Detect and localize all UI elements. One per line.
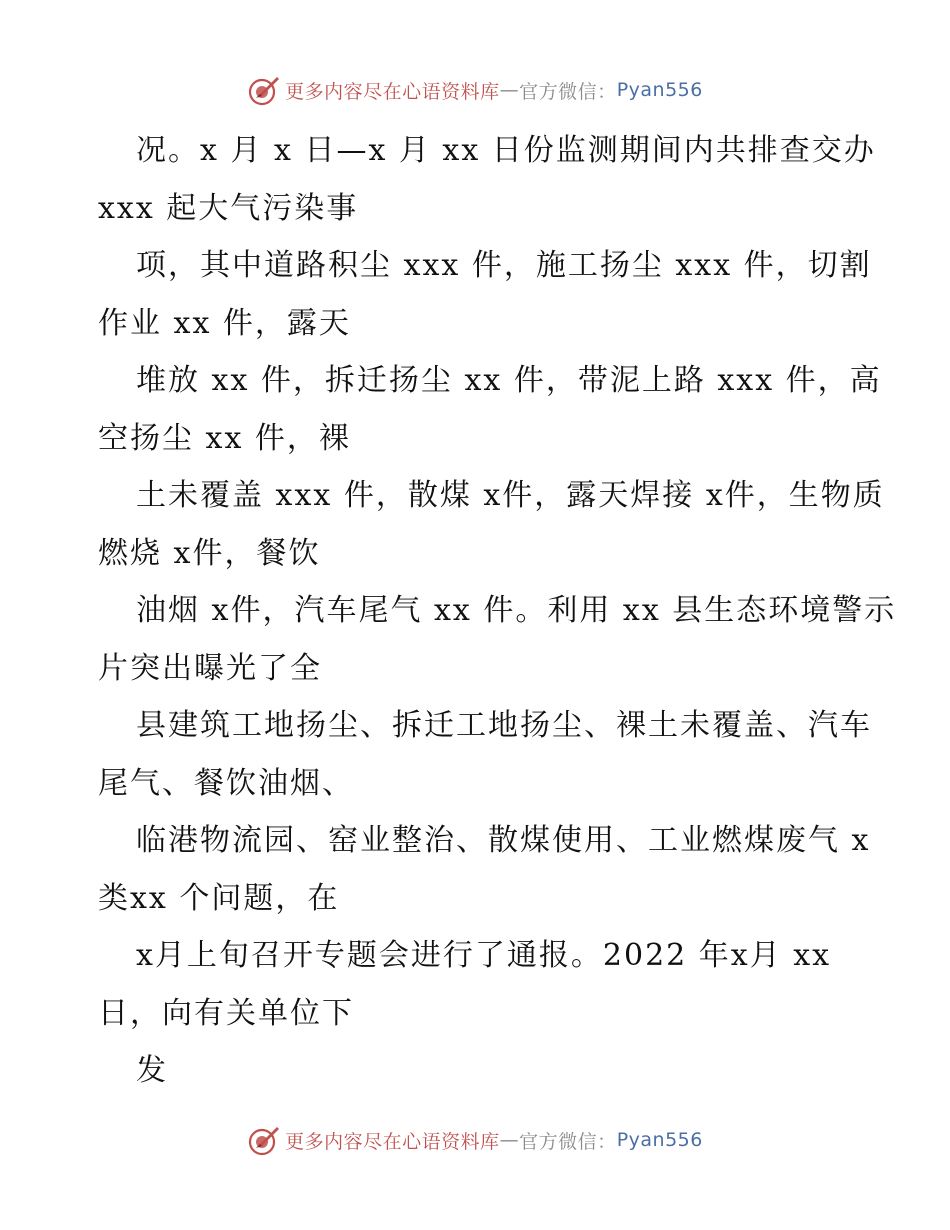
paragraph: 项，其中道路积尘 xxx 件，施工扬尘 xxx 件，切割作业 xx 件，露天 — [98, 248, 872, 341]
watermark-wechat-id: Pyan556 — [616, 79, 703, 101]
paragraph: 油烟 x件，汽车尾气 xx 件。利用 xx 县生态环境警示片突出曝光了全 — [98, 593, 897, 686]
watermark-brand-text: 更多内容尽在心语资料库 — [285, 80, 500, 103]
paragraph: 发 — [136, 1053, 168, 1088]
watermark-brand-text: 更多内容尽在心语资料库 — [285, 1130, 500, 1153]
paragraph: 况。x 月 x 日—x 月 xx 日份监测期间内共排查交办 xxx 起大气污染事 — [98, 133, 876, 226]
watermark-separator: — — [499, 79, 520, 101]
watermark-label: 官方微信： — [519, 80, 617, 103]
quill-seal-icon — [247, 73, 281, 107]
paragraph: 县建筑工地扬尘、拆迁工地扬尘、裸土未覆盖、汽车尾气、餐饮油烟、 — [98, 708, 872, 801]
paragraph: 临港物流园、窑业整治、散煤使用、工业燃煤废气 x类xx 个问题，在 — [98, 823, 871, 916]
footer-watermark — [0, 1120, 950, 1160]
watermark-separator: — — [499, 1129, 520, 1151]
watermark-wechat-id: Pyan556 — [616, 1129, 703, 1151]
paragraph: 土未覆盖 xxx 件，散煤 x件，露天焊接 x件，生物质燃烧 x件，餐饮 — [98, 478, 885, 571]
watermark-label: 官方微信： — [519, 1130, 617, 1153]
header-watermark — [0, 70, 950, 110]
paragraph: x月上旬召开专题会进行了通报。2022 年x月 xx 日，向有关单位下 — [98, 938, 832, 1031]
paragraph: 堆放 xx 件，拆迁扬尘 xx 件，带泥上路 xxx 件，高空扬尘 xx 件，裸 — [98, 363, 882, 456]
document-body — [98, 122, 898, 1100]
quill-seal-icon — [247, 1123, 281, 1157]
